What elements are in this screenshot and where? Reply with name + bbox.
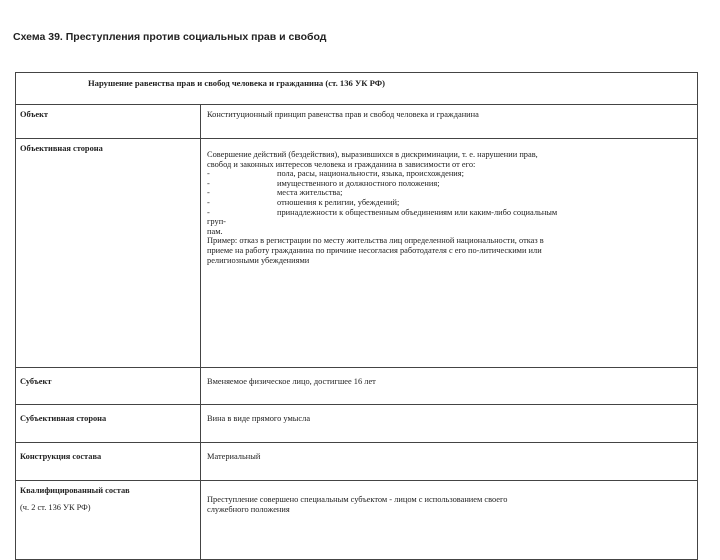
table-row-construction xyxy=(16,443,698,481)
qualified-value-line: Преступление совершено специальным субъектом - лицом с использованием своего xyxy=(207,495,508,504)
table-header-cell xyxy=(16,73,698,105)
list-item: - отношения к религии, убеждений; xyxy=(207,197,400,207)
qualified-value-line: служебного положения xyxy=(207,504,290,514)
list-item: - места жительства; xyxy=(207,188,343,198)
table-row-qualified xyxy=(16,481,698,560)
row-label-objective-side: Объективная сторона xyxy=(16,139,201,368)
intro-line: свобод и законных интересов человека и гражданина в зависимости от его: xyxy=(207,159,476,169)
table-header-title: Нарушение равенства прав и свобод человека и гражданина (ст. 136 УК РФ) xyxy=(88,78,385,88)
intro-line: Совершение действий (бездействия), выразившихся в дискриминации, т. е. нарушении прав, xyxy=(207,150,538,159)
row-value-construction: Материальный xyxy=(201,443,698,481)
list-item: - имущественного и должностного положения; xyxy=(207,178,440,188)
table-row-subjective-side xyxy=(16,405,698,443)
page-title: Схема 39. Преступления против социальных прав и свобод xyxy=(13,31,327,43)
row-label-subject: Субъект xyxy=(16,368,201,405)
row-label-qualified xyxy=(16,481,201,560)
table-row-subject xyxy=(16,368,698,405)
example-line: религиозными убеждениями xyxy=(207,255,310,265)
row-value-object: Конституционный принцип равенства прав и свобод человека и гражданина xyxy=(201,105,698,139)
table-row-objective-side xyxy=(16,139,698,368)
tail-line: пам. xyxy=(207,226,223,236)
tail-line: груп- xyxy=(207,217,226,227)
example-line: приеме на работу гражданина по причине несогласия работодателя с его по-литическими или xyxy=(207,245,542,255)
list-item: - принадлежности к общественным объединениям или каким-либо социальным xyxy=(207,207,558,217)
row-value-subjective-side: Вина в виде прямого умысла xyxy=(201,405,698,443)
row-label-object: Объект xyxy=(16,105,201,139)
row-label-subjective-side: Субъективная сторона xyxy=(16,405,201,443)
example-line: Пример: отказ в регистрации по месту жительства лиц определенной национальности, отказ в xyxy=(207,236,544,246)
qualified-sublabel: (ч. 2 ст. 136 УК РФ) xyxy=(20,502,91,512)
row-value-subject: Вменяемое физическое лицо, достигшее 16 лет xyxy=(201,368,698,405)
row-value-objective-side xyxy=(201,139,698,368)
row-label-construction: Конструкция состава xyxy=(16,443,201,481)
crime-scheme-table xyxy=(15,72,698,560)
table-row-object xyxy=(16,105,698,139)
qualified-label: Квалифицированный состав xyxy=(20,486,130,495)
list-item: - пола, расы, национальности, языка, происхождения; xyxy=(207,169,464,179)
row-value-qualified xyxy=(201,481,698,560)
discrimination-list xyxy=(207,169,693,217)
